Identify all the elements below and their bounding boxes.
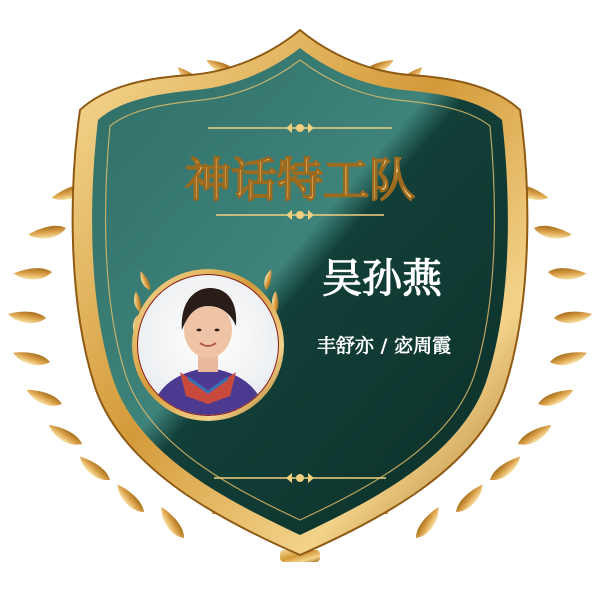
team-title: 神话特工队 (185, 153, 415, 207)
roles-text: 丰舒亦 / 宓周霞 (316, 335, 452, 357)
person-name: 吴孙燕 (322, 255, 442, 302)
portrait-frame (131, 269, 284, 421)
